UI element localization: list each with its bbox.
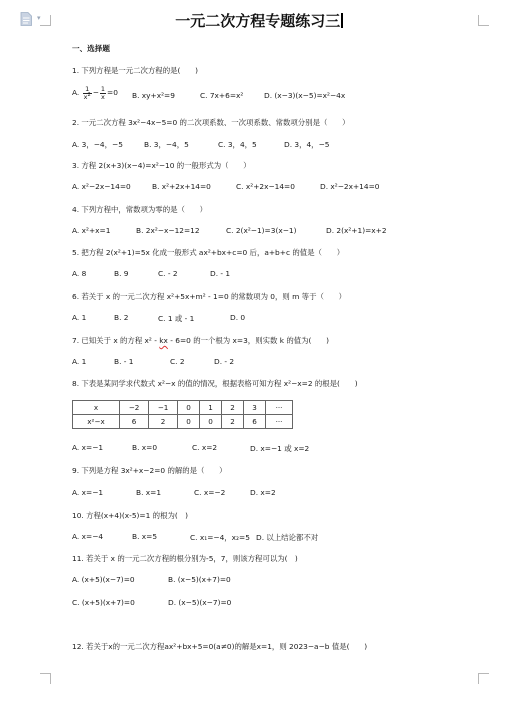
- question-1-stem: 1. 下列方程是一元二次方程的是( ): [72, 66, 199, 75]
- question-4-option-a: A. x²+x=1: [72, 226, 111, 235]
- table-cell: 6: [120, 415, 149, 429]
- chevron-down-icon[interactable]: ▾: [37, 14, 41, 22]
- question-6-stem: 6. 若关于 x 的一元二次方程 x²+5x+m² - 1=0 的常数项为 0，则 m 等于（ ）: [72, 292, 347, 301]
- question-4-option-c: C. 2(x²−1)=3(x−1): [226, 226, 297, 235]
- text-cursor: [341, 13, 343, 28]
- table-cell: ···: [266, 415, 293, 429]
- question-4-stem: 4. 下列方程中，常数项为零的是（ ）: [72, 205, 208, 214]
- table-cell: 3: [244, 401, 266, 415]
- question-11-option-d: D. (x−5)(x−7)=0: [168, 598, 232, 607]
- question-7-option-d: D. - 2: [214, 357, 235, 366]
- question-5-stem: 5. 把方程 2(x²+1)=5x 化成一般形式 ax²+bx+c=0 后，a+b+c 的值是（ ）: [72, 248, 345, 257]
- question-8-option-a: A. x=−1: [72, 443, 104, 452]
- question-10-option-b: B. x=5: [132, 532, 158, 541]
- question-10-stem: 10. 方程(x+4)(x-5)=1 的根为( ): [72, 511, 189, 520]
- question-3-stem: 3. 方程 2(x+3)(x−4)=x²−10 的一般形式为（ ）: [72, 161, 251, 170]
- question-6-option-c: C. 1 或 - 1: [158, 314, 195, 323]
- fraction: $\frac{1}{x^2}$: [83, 85, 91, 101]
- question-2-option-a: A. 3，−4，−5: [72, 140, 123, 149]
- question-3-option-d: D. x²−2x+14=0: [320, 182, 380, 191]
- question-5-option-b: B. 9: [114, 269, 129, 278]
- value-table: [72, 400, 293, 429]
- question-4-option-b: B. 2x²−x−12=12: [136, 226, 200, 235]
- margin-corner-bottom-right: [478, 673, 489, 684]
- table-cell: x: [73, 401, 120, 415]
- table-cell: 0: [178, 401, 200, 415]
- question-6-option-b: B. 2: [114, 313, 129, 322]
- question-2-stem: 2. 一元二次方程 3x²−4x−5=0 的二次项系数、一次项系数、常数项分别是（ ）: [72, 118, 350, 127]
- section-heading: 一、选择题: [72, 44, 110, 53]
- table-cell: 1: [200, 401, 222, 415]
- table-cell: −1: [149, 401, 178, 415]
- question-2-option-d: D. 3，4，−5: [284, 140, 330, 149]
- question-9-option-c: C. x=−2: [194, 488, 226, 497]
- question-3-option-c: C. x²+2x−14=0: [236, 182, 295, 191]
- question-10-option-a: A. x=−4: [72, 532, 104, 541]
- question-10-option-d: D. 以上结论都不对: [256, 533, 319, 542]
- table-cell: ···: [266, 401, 293, 415]
- question-1-option-c: C. 7x+6=x²: [200, 91, 244, 100]
- question-11-option-a: A. (x+5)(x−7)=0: [72, 575, 135, 584]
- question-7-option-a: A. 1: [72, 357, 87, 366]
- question-8-option-c: C. x=2: [192, 443, 218, 452]
- table-cell: x²−x: [73, 415, 120, 429]
- question-7-option-c: C. 2: [170, 357, 185, 366]
- question-2-option-b: B. 3，−4，5: [144, 140, 189, 149]
- fraction: $\frac{1}{x}$: [100, 85, 106, 101]
- question-10-option-c: C. x₁=−4，x₂=5: [190, 533, 250, 542]
- question-9-option-d: D. x=2: [250, 488, 276, 497]
- question-9-option-b: B. x=1: [136, 488, 162, 497]
- page-title[interactable]: 一元二次方程专题练习三: [0, 10, 518, 31]
- question-5-option-d: D. - 1: [210, 269, 231, 278]
- question-5-option-c: C. - 2: [158, 269, 178, 278]
- question-2-option-c: C. 3，4，5: [218, 140, 257, 149]
- table-cell: 2: [222, 415, 244, 429]
- question-1-option-b: B. xy+x²=9: [132, 91, 175, 100]
- table-cell: 0: [178, 415, 200, 429]
- table-cell: 2: [222, 401, 244, 415]
- question-11-option-b: B. (x−5)(x+7)=0: [168, 575, 231, 584]
- question-4-option-d: D. 2(x²+1)=x+2: [326, 226, 387, 235]
- table-cell: 2: [149, 415, 178, 429]
- question-1-option-d: D. (x−3)(x−5)=x²−4x: [264, 91, 346, 100]
- question-5-option-a: A. 8: [72, 269, 87, 278]
- question-6-option-d: D. 0: [230, 313, 246, 322]
- question-11-stem: 11. 若关于 x 的一元二次方程的根分别为-5，7，则该方程可以为( ): [72, 554, 298, 563]
- question-11-option-c: C. (x+5)(x+7)=0: [72, 598, 135, 607]
- question-9-stem: 9. 下列是方程 3x²+x−2=0 的解的是（ ）: [72, 466, 227, 475]
- margin-corner-bottom-left: [40, 673, 51, 684]
- table-cell: 0: [200, 415, 222, 429]
- table-cell: −2: [120, 401, 149, 415]
- table-cell: 6: [244, 415, 266, 429]
- table-row: [73, 415, 293, 429]
- question-1-option-a: A. $\frac{1}{x^2}$ − $\frac{1}{x}$ =0: [72, 85, 118, 101]
- question-7-stem: 7. 已知关于 x 的方程 x² - kx - 6=0 的一个根为 x=3，则实数 k 的值为( ): [72, 336, 330, 345]
- question-6-option-a: A. 1: [72, 313, 87, 322]
- question-12-stem: 12. 若关于x的一元二次方程ax²+bx+5=0(a≠0)的解是x=1，则 2023−a−b 值是( ): [72, 642, 368, 651]
- question-7-option-b: B. - 1: [114, 357, 134, 366]
- question-8-stem: 8. 下表是某同学求代数式 x²−x 的值的情况，根据表格可知方程 x²−x=2 的根是( ): [72, 379, 358, 388]
- table-row: [73, 401, 293, 415]
- question-9-option-a: A. x=−1: [72, 488, 104, 497]
- spellcheck-mark: kx: [159, 336, 168, 345]
- question-3-option-b: B. x²+2x+14=0: [152, 182, 211, 191]
- question-3-option-a: A. x²−2x−14=0: [72, 182, 131, 191]
- question-8-option-d: D. x=−1 或 x=2: [250, 444, 310, 453]
- question-8-option-b: B. x=0: [132, 443, 158, 452]
